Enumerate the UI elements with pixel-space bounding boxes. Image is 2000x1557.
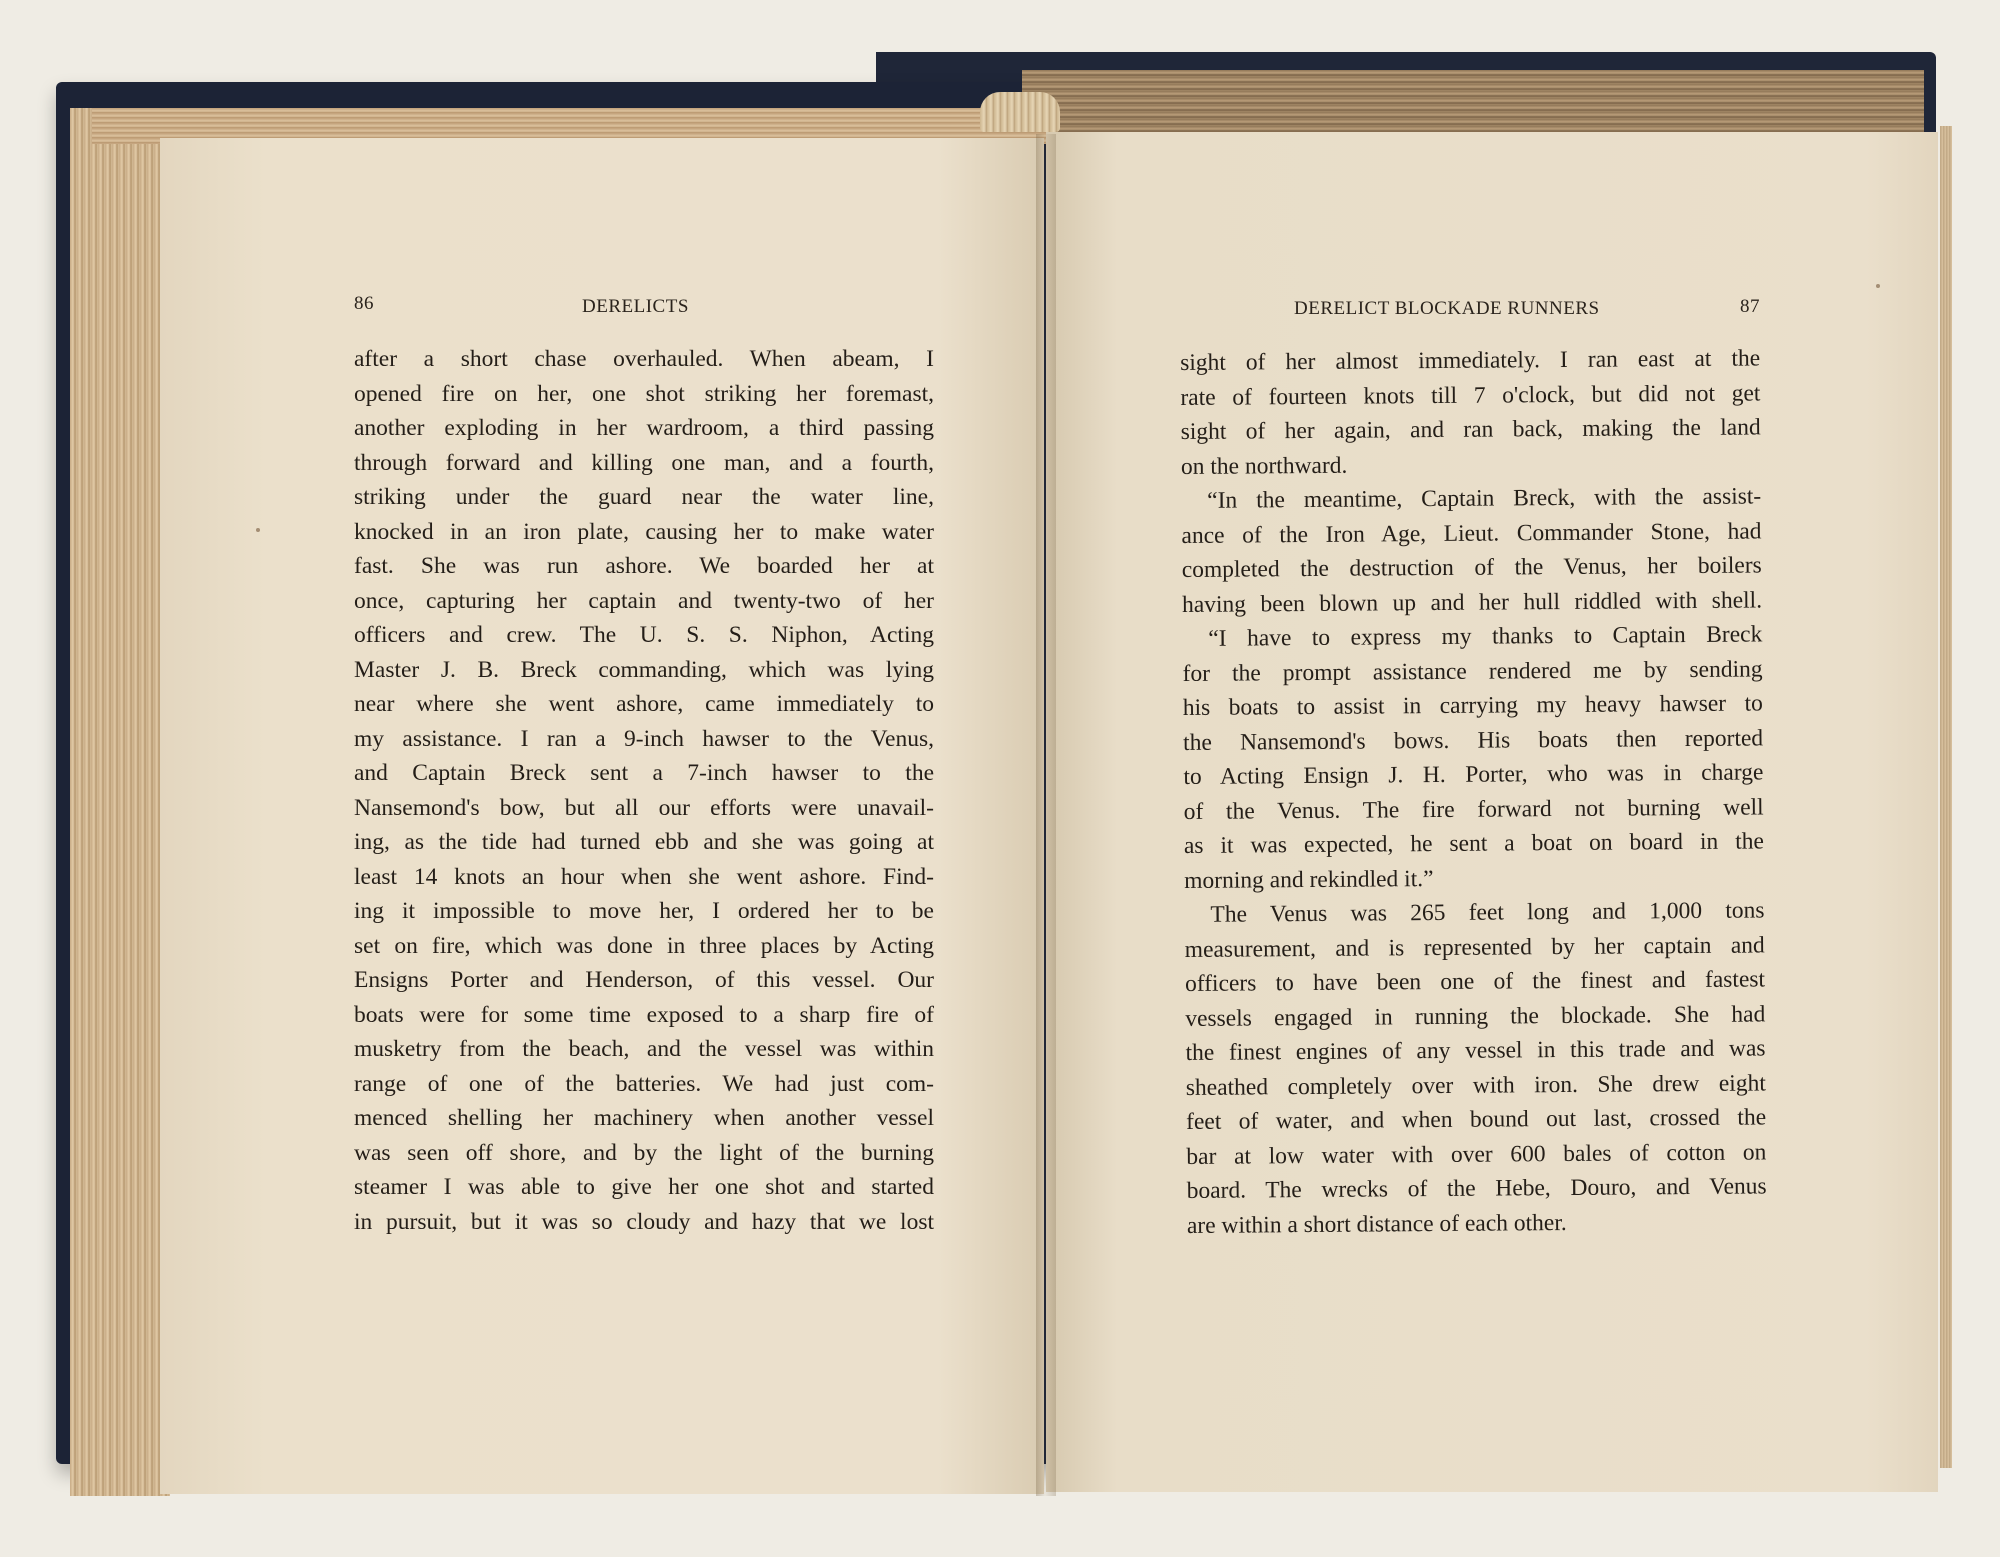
right-page-block-side-edge [1940,126,1952,1468]
text-line: musketry from the beach, and the vessel was within [354,1036,934,1062]
text-line: Nansemond's bow, but all our efforts were unavail- [354,794,934,821]
text-line: officers and crew. The U. S. S. Niphon, Acting [354,622,934,648]
headband [980,92,1060,132]
text-line: of the Venus. The fire forward not burning well [1183,793,1764,825]
text-line: once, capturing her captain and twenty-two of her [354,587,934,614]
text-line: morning and rekindled it.” [1184,865,1434,894]
text-line: are within a short distance of each other. [1186,1209,1567,1239]
right-page-body [1180,341,1767,1243]
text-line: feet of water, and when bound out last, crossed the [1185,1104,1767,1135]
text-line: least 14 knots an hour when she went ashore. Find- [354,863,934,890]
text-line: another exploding in her wardroom, a third passing [354,415,934,441]
left-page-number: 86 [354,293,374,314]
text-line: striking under the guard near the water line, [354,484,934,510]
text-line: the finest engines of any vessel in this trade and was [1185,1035,1766,1066]
text-line: ance of the Iron Age, Lieut. Commander Stone, had [1181,517,1762,549]
text-line: for the prompt assistance rendered me by sending [1182,655,1763,687]
paper-speck [1876,284,1880,288]
text-line: steamer I was able to give her one shot and started [354,1174,934,1200]
text-line: set on fire, which was done in three places by Acting [354,932,934,959]
text-line: Ensigns Porter and Henderson, of this vessel. Our [354,967,934,993]
text-line: the Nansemond's bows. His boats then reported [1183,724,1764,756]
text-line: in pursuit, but it was so cloudy and hazy that we lost [354,1208,934,1235]
paper-speck [256,528,260,532]
text-line: menced shelling her machinery when another vessel [354,1105,934,1131]
text-line: knocked in an iron plate, causing her to make water [354,518,934,545]
text-line: fast. She was run ashore. We boarded her at [354,553,934,579]
text-line: sight of her almost immediately. I ran east at the [1180,345,1761,376]
text-line: was seen off shore, and by the light of the burning [354,1139,934,1166]
text-line: vessels engaged in running the blockade. She had [1185,1000,1766,1032]
text-line: boats were for some time exposed to a sharp fire of [354,1001,934,1028]
text-line: bar at low water with over 600 bales of cotton on [1186,1138,1767,1170]
text-line: to Acting Ensign J. H. Porter, who was in charge [1183,759,1764,790]
text-line: board. The wrecks of the Hebe, Douro, and Venus [1186,1173,1767,1204]
right-page-block-top-edge [1022,70,1924,140]
text-line: and Captain Breck sent a 7-inch hawser to the [354,760,934,786]
text-line: near where she went ashore, came immediately to [354,691,934,717]
text-line: The Venus was 265 feet long and 1,000 tons [1210,897,1765,928]
text-line: as it was expected, he sent a boat on board in the [1183,828,1765,859]
text-line: Master J. B. Breck commanding, which was lying [354,656,934,683]
text-line: “I have to express my thanks to Captain Breck [1208,621,1763,652]
text-line: through forward and killing one man, and a fourth, [354,449,934,476]
text-line: rate of fourteen knots till 7 o'clock, but did not get [1180,379,1761,411]
text-line: on the northward. [1180,452,1348,480]
text-line: his boats to assist in carrying my heavy hawser to [1182,690,1763,721]
left-page-block-side-edge [70,108,170,1496]
text-line: after a short chase overhauled. When abeam, I [354,346,934,372]
text-line: my assistance. I ran a 9-inch hawser to the Venus, [354,725,934,752]
text-line: having been blown up and her hull riddled with shell. [1181,586,1763,618]
left-page-body [354,342,934,1239]
right-page-number: 87 [1740,296,1760,317]
text-line: “In the meantime, Captain Breck, with the assist- [1207,483,1762,514]
right-running-head: DERELICT BLOCKADE RUNNERS [1294,298,1600,319]
text-line: sight of her again, and ran back, making the land [1180,414,1761,445]
text-line: measurement, and is represented by her captain and [1184,931,1765,963]
book-gutter [1036,134,1056,1496]
text-line: range of one of the batteries. We had just com- [354,1070,934,1097]
text-line: sheathed completely over with iron. She drew eight [1185,1069,1766,1101]
text-line: ing it impossible to move her, I ordered her to be [354,898,934,924]
text-line: opened fire on her, one shot striking her foremast, [354,380,934,407]
text-line: completed the destruction of the Venus, her boilers [1181,552,1762,583]
text-line: officers to have been one of the finest and fastest [1184,966,1766,997]
left-running-head: DERELICTS [582,296,689,317]
text-line: ing, as the tide had turned ebb and she was going at [354,829,934,855]
